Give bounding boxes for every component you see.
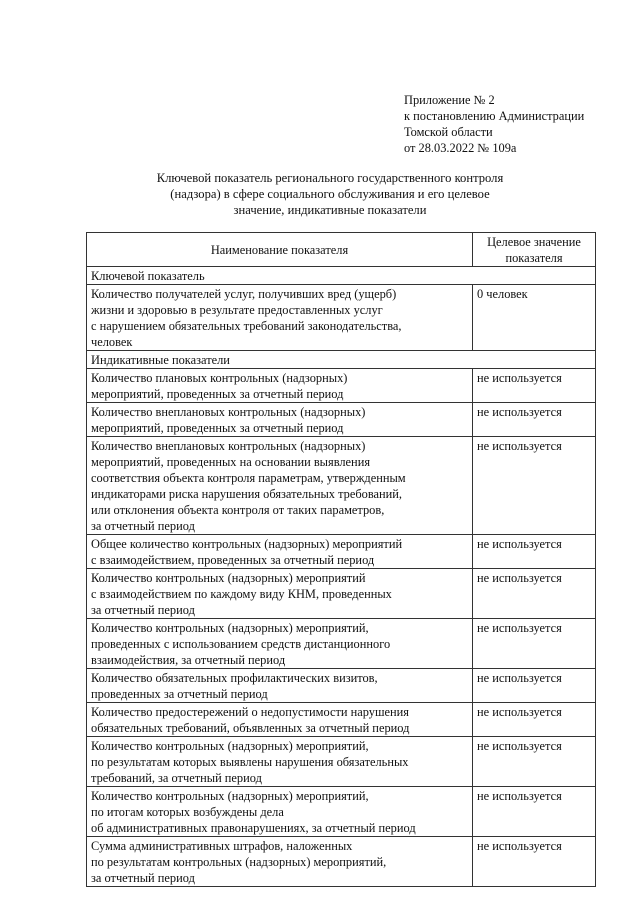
indicator-name-line: Количество контрольных (надзорных) мероприятий (91, 571, 366, 585)
title-line: значение, индикативные показатели (233, 203, 427, 217)
indicator-name-line: за отчетный период (91, 871, 195, 885)
title-line: (надзора) в сфере социального обслуживания и его целевое (170, 187, 490, 201)
indicator-name-line: Количество обязательных профилактических визитов, (91, 671, 378, 685)
table-row (87, 619, 596, 669)
indicator-name-line: Количество получателей услуг, получивших вред (ущерб) (91, 287, 397, 301)
indicator-name-line: Количество внеплановых контрольных (надзорных) (91, 405, 366, 419)
indicator-name-line: мероприятий, проведенных за отчетный период (91, 387, 344, 401)
indicator-name-line: проведенных за отчетный период (91, 687, 268, 701)
indicator-name-line: за отчетный период (91, 603, 195, 617)
indicator-name-cell (87, 837, 473, 887)
target-value-cell: не используется (473, 787, 596, 837)
indicator-name-cell (87, 285, 473, 351)
target-value-cell: не используется (473, 369, 596, 403)
indicator-name-line: Количество плановых контрольных (надзорных) (91, 371, 348, 385)
target-value-cell: не используется (473, 737, 596, 787)
target-value-cell: не используется (473, 669, 596, 703)
indicator-name-line: обязательных требований, объявленных за отчетный период (91, 721, 410, 735)
target-value-cell: не используется (473, 837, 596, 887)
indicative-section-row (87, 351, 596, 369)
indicator-name-line: Количество контрольных (надзорных) мероприятий, (91, 621, 369, 635)
target-value-cell: не используется (473, 403, 596, 437)
indicator-name-line: жизни и здоровью в результате предоставленных услуг (91, 303, 383, 317)
indicator-name-line: по результатам которых выявлены нарушения обязательных (91, 755, 409, 769)
indicator-name-line: Количество контрольных (надзорных) мероприятий, (91, 789, 369, 803)
title-line: Ключевой показатель регионального государственного контроля (156, 171, 504, 185)
document-title (120, 170, 540, 218)
table-row (87, 437, 596, 535)
indicator-name-cell (87, 619, 473, 669)
indicator-name-line: взаимодействия, за отчетный период (91, 653, 286, 667)
indicator-name-cell (87, 703, 473, 737)
table-row (87, 669, 596, 703)
indicator-name-line: требований, за отчетный период (91, 771, 262, 785)
indicator-name-cell (87, 737, 473, 787)
table-row (87, 369, 596, 403)
indicator-name-line: Количество предостережений о недопустимости нарушения (91, 705, 409, 719)
header-indicator-name: Наименование показателя (87, 233, 473, 267)
indicator-name-line: Количество контрольных (надзорных) мероприятий, (91, 739, 369, 753)
indicator-name-line: человек (91, 335, 133, 349)
indicator-name-line: по итогам которых возбуждены дела (91, 805, 284, 819)
indicator-name-line: об административных правонарушениях, за отчетный период (91, 821, 416, 835)
indicator-name-line: соответствия объекта контроля параметрам, утвержденным (91, 471, 406, 485)
indicative-section-label: Индикативные показатели (87, 351, 596, 369)
indicator-name-line: Общее количество контрольных (надзорных) мероприятий (91, 537, 403, 551)
key-section-row (87, 267, 596, 285)
header-target-line: показателя (505, 251, 563, 265)
indicator-name-cell (87, 403, 473, 437)
indicator-name-line: индикаторами риска нарушения обязательных требований, (91, 487, 403, 501)
indicator-name-cell (87, 369, 473, 403)
table-row (87, 737, 596, 787)
target-value-cell: 0 человек (473, 285, 596, 351)
indicator-name-line: с взаимодействием, проведенных за отчетный период (91, 553, 375, 567)
indicator-name-cell (87, 535, 473, 569)
appendix-line: Томской области (404, 125, 493, 139)
indicator-name-line: за отчетный период (91, 519, 195, 533)
table-row (87, 569, 596, 619)
indicator-name-line: по результатам контрольных (надзорных) мероприятий, (91, 855, 387, 869)
appendix-line: от 28.03.2022 № 109а (404, 141, 517, 155)
table-row (87, 703, 596, 737)
appendix-line: Приложение № 2 (404, 93, 495, 107)
header-target-value (473, 233, 596, 267)
header-target-line: Целевое значение (487, 235, 581, 249)
indicator-name-cell (87, 569, 473, 619)
indicator-name-line: с взаимодействием по каждому виду КНМ, проведенных (91, 587, 392, 601)
indicator-name-line: Сумма административных штрафов, наложенных (91, 839, 353, 853)
indicator-name-cell (87, 669, 473, 703)
indicator-name-line: Количество внеплановых контрольных (надзорных) (91, 439, 366, 453)
table-row (87, 403, 596, 437)
key-section-label: Ключевой показатель (87, 267, 596, 285)
appendix-line: к постановлению Администрации (404, 109, 585, 123)
table-header-row (87, 233, 596, 267)
indicator-name-cell (87, 437, 473, 535)
appendix-block (404, 92, 636, 156)
indicator-name-cell (87, 787, 473, 837)
target-value-cell: не используется (473, 569, 596, 619)
indicator-name-line: проведенных с использованием средств дистанционного (91, 637, 391, 651)
table-row (87, 535, 596, 569)
indicator-name-line: с нарушением обязательных требований законодательства, (91, 319, 402, 333)
target-value-cell: не используется (473, 619, 596, 669)
indicators-table (86, 232, 596, 887)
target-value-cell: не используется (473, 437, 596, 535)
table-row (87, 837, 596, 887)
indicator-name-line: мероприятий, проведенных на основании выявления (91, 455, 371, 469)
target-value-cell: не используется (473, 703, 596, 737)
target-value-cell: не используется (473, 535, 596, 569)
indicator-name-line: или отклонения объекта контроля от таких параметров, (91, 503, 385, 517)
table-row (87, 787, 596, 837)
table-row (87, 285, 596, 351)
indicator-name-line: мероприятий, проведенных за отчетный период (91, 421, 344, 435)
